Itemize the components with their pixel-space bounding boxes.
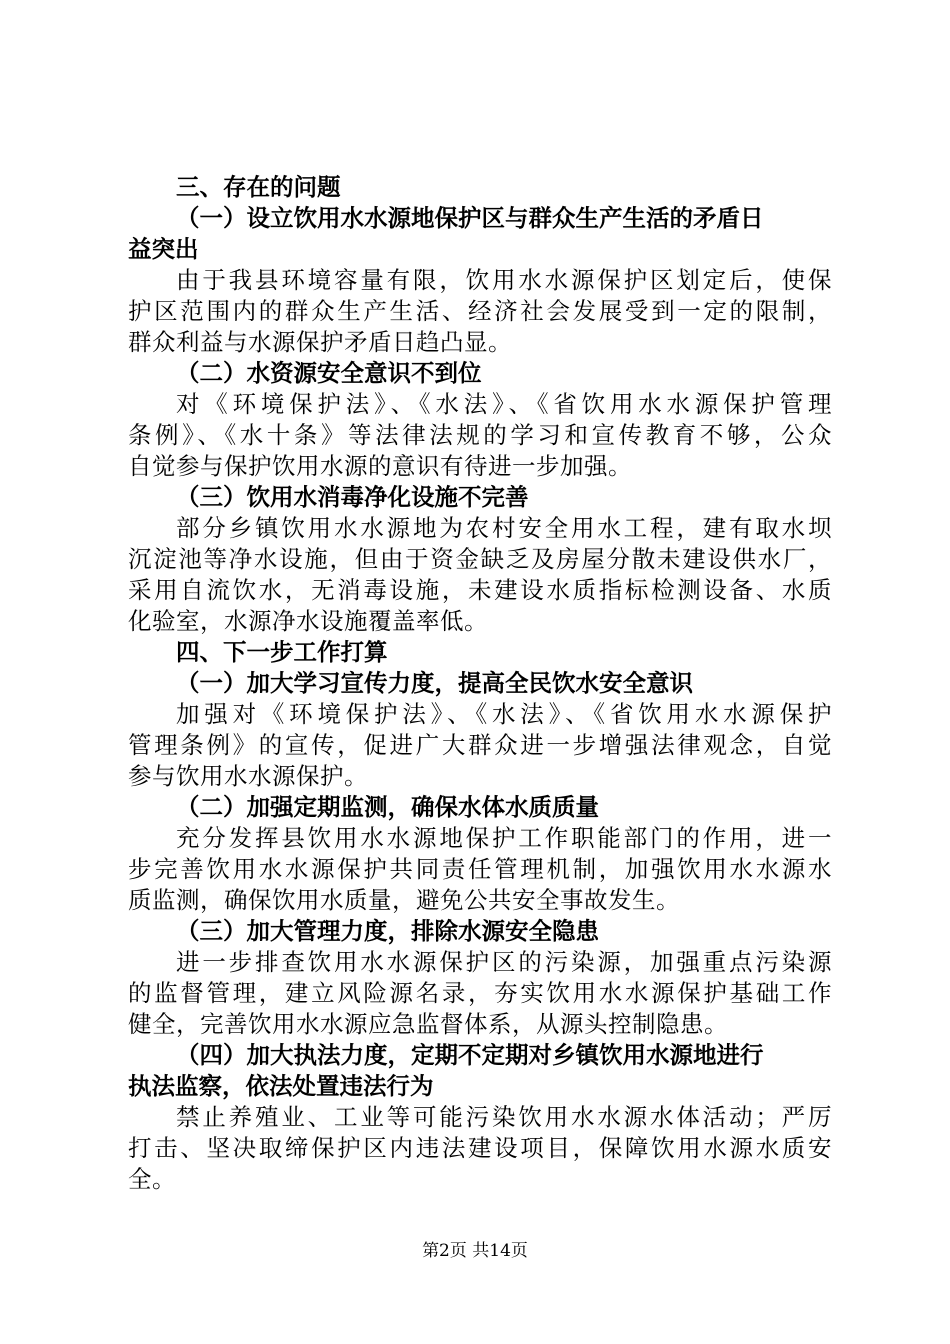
subsection-heading: （一）加大学习宣传力度，提高全民饮水安全意识 — [176, 669, 693, 697]
document-body — [128, 172, 832, 1195]
subsection-heading: 益突出 — [128, 235, 199, 263]
body-text-line: 参与饮用水水源保护。 — [128, 762, 368, 790]
body-text-line: 护区范围内的群众生产生活、经济社会发展受到一定的限制， — [128, 297, 832, 325]
body-text-line: 进一步排查饮用水水源保护区的污染源，加强重点污染源 — [176, 948, 832, 976]
body-text-line: 的监督管理，建立风险源名录，夯实饮用水水源保护基础工作 — [128, 979, 832, 1007]
body-text-line: 步完善饮用水水源保护共同责任管理机制，加强饮用水水源水 — [128, 855, 832, 883]
subsection-heading: （三）饮用水消毒净化设施不完善 — [176, 483, 529, 511]
body-text-line: 加强对《环境保护法》、《水法》、《省饮用水水源保护 — [176, 700, 832, 728]
body-text-line: 对《环境保护法》、《水法》、《省饮用水水源保护管理 — [176, 390, 832, 418]
body-text-line: 全。 — [128, 1165, 176, 1193]
subsection-heading: （二）水资源安全意识不到位 — [176, 359, 482, 387]
section-heading: 四、下一步工作打算 — [176, 638, 388, 666]
body-text-line: 自觉参与保护饮用水源的意识有待进一步加强。 — [128, 452, 632, 480]
body-text-line: 健全，完善饮用水水源应急监督体系，从源头控制隐患。 — [128, 1010, 728, 1038]
subsection-heading: 执法监察，依法处置违法行为 — [128, 1072, 434, 1100]
body-text-line: 化验室，水源净水设施覆盖率低。 — [128, 607, 488, 635]
body-text-line: 群众利益与水源保护矛盾日趋凸显。 — [128, 328, 512, 356]
body-text-line: 打击、坚决取缔保护区内违法建设项目，保障饮用水源水质安 — [128, 1134, 832, 1162]
body-text-line: 禁止养殖业、工业等可能污染饮用水水源水体活动；严厉 — [176, 1103, 832, 1131]
body-text-line: 充分发挥县饮用水水源地保护工作职能部门的作用，进一 — [176, 824, 832, 852]
subsection-heading: （二）加强定期监测，确保水体水质质量 — [176, 793, 599, 821]
body-text-line: 沉淀池等净水设施，但由于资金缺乏及房屋分散未建设供水厂， — [128, 545, 832, 573]
subsection-heading: （一）设立饮用水水源地保护区与群众生产生活的矛盾日 — [176, 204, 764, 232]
subsection-heading: （四）加大执法力度，定期不定期对乡镇饮用水源地进行 — [176, 1041, 764, 1069]
subsection-heading: （三）加大管理力度，排除水源安全隐患 — [176, 917, 599, 945]
body-text-line: 质监测，确保饮用水质量，避免公共安全事故发生。 — [128, 886, 680, 914]
section-heading: 三、存在的问题 — [176, 173, 341, 201]
body-text-line: 管理条例》的宣传，促进广大群众进一步增强法律观念，自觉 — [128, 731, 832, 759]
body-text-line: 部分乡镇饮用水水源地为农村安全用水工程，建有取水坝 — [176, 514, 832, 542]
body-text-line: 条例》、《水十条》等法律法规的学习和宣传教育不够，公众 — [128, 421, 832, 449]
body-text-line: 由于我县环境容量有限，饮用水水源保护区划定后，使保 — [176, 266, 832, 294]
page-footer: 第2页 共14页 — [422, 1241, 528, 1261]
body-text-line: 采用自流饮水，无消毒设施，未建设水质指标检测设备、水质 — [128, 576, 832, 604]
